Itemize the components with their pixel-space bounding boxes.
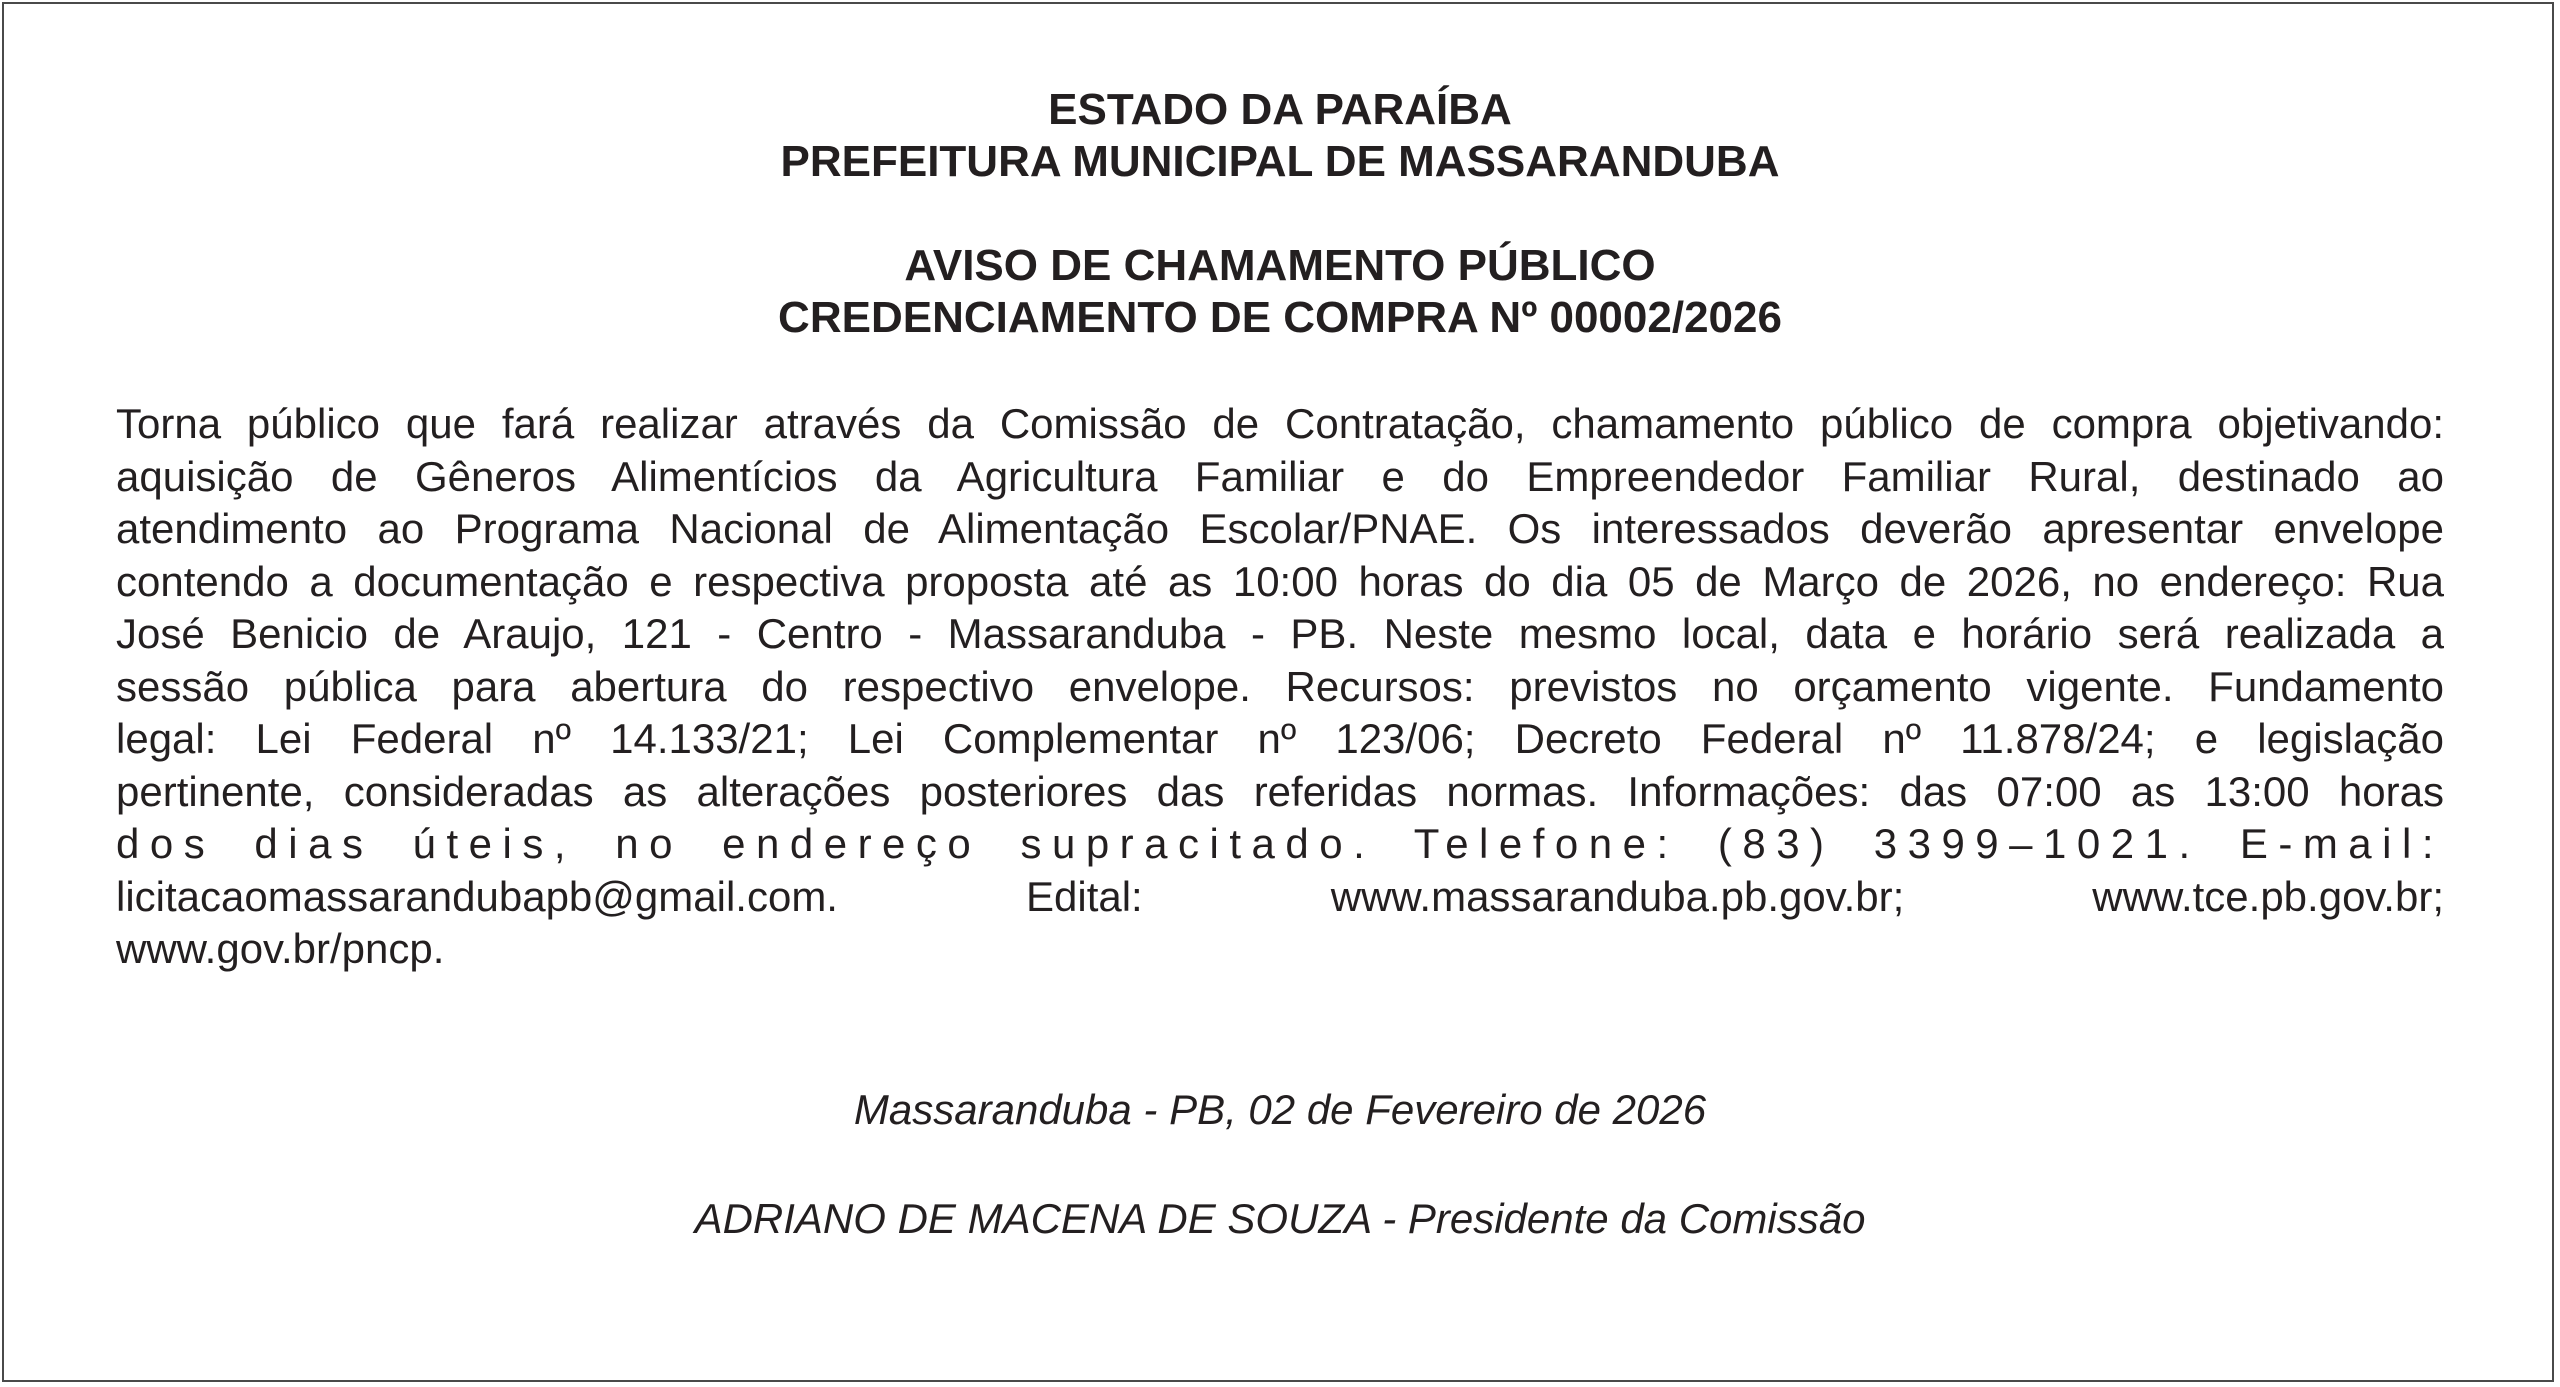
issuer-header (0, 84, 2560, 188)
body-line: contendo a documentação e respectiva proposta até as 10:00 horas do dia 05 de Março de 2026, no endereço: Rua (116, 557, 2444, 605)
body-line: pertinente, consideradas as alterações posteriores das referidas normas. Informações: das 07:00 as 13:00 horas (116, 767, 2444, 815)
body-line-final: www.gov.br/pncp. (116, 925, 445, 972)
notice-heading (0, 240, 2560, 344)
body-line: atendimento ao Programa Nacional de Alimentação Escolar/PNAE. Os interessados deverão apresentar envelope (116, 505, 2444, 552)
signature-line: ADRIANO DE MACENA DE SOUZA - Presidente da Comissão (694, 1195, 1866, 1242)
body-line-contact: dos dias úteis, no endereço supracitado. Telefone: (83) 3399–1021. E-mail: (116, 820, 2444, 867)
body-line-links: licitacaomassarandubapb@gmail.com. Edital: www.massaranduba.pb.gov.br; www.tce.pb.gov.br; (116, 872, 2444, 920)
state-name: ESTADO DA PARAÍBA (1048, 85, 1512, 134)
notice-title: AVISO DE CHAMAMENTO PÚBLICO (904, 241, 1656, 290)
municipality-name: PREFEITURA MUNICIPAL DE MASSARANDUBA (780, 137, 1780, 186)
notice-body (116, 398, 2444, 976)
notice-subtitle: CREDENCIAMENTO DE COMPRA Nº 00002/2026 (778, 293, 1782, 342)
body-line: aquisição de Gêneros Alimentícios da Agricultura Familiar e do Empreendedor Familiar Rural, destinado ao (116, 452, 2444, 500)
body-line: Torna público que fará realizar através da Comissão de Contratação, chamamento público de compra objetivando: (116, 400, 2444, 447)
place-date: Massaranduba - PB, 02 de Fevereiro de 2026 (853, 1086, 1707, 1133)
body-line: José Benicio de Araujo, 121 - Centro - Massaranduba - PB. Neste mesmo local, data e horário será realizada a (116, 610, 2444, 657)
body-line: legal: Lei Federal nº 14.133/21; Lei Complementar nº 123/06; Decreto Federal nº 11.878/24; e legislação (116, 715, 2444, 762)
body-line: sessão pública para abertura do respectivo envelope. Recursos: previstos no orçamento vigente. Fundamento (116, 662, 2444, 710)
